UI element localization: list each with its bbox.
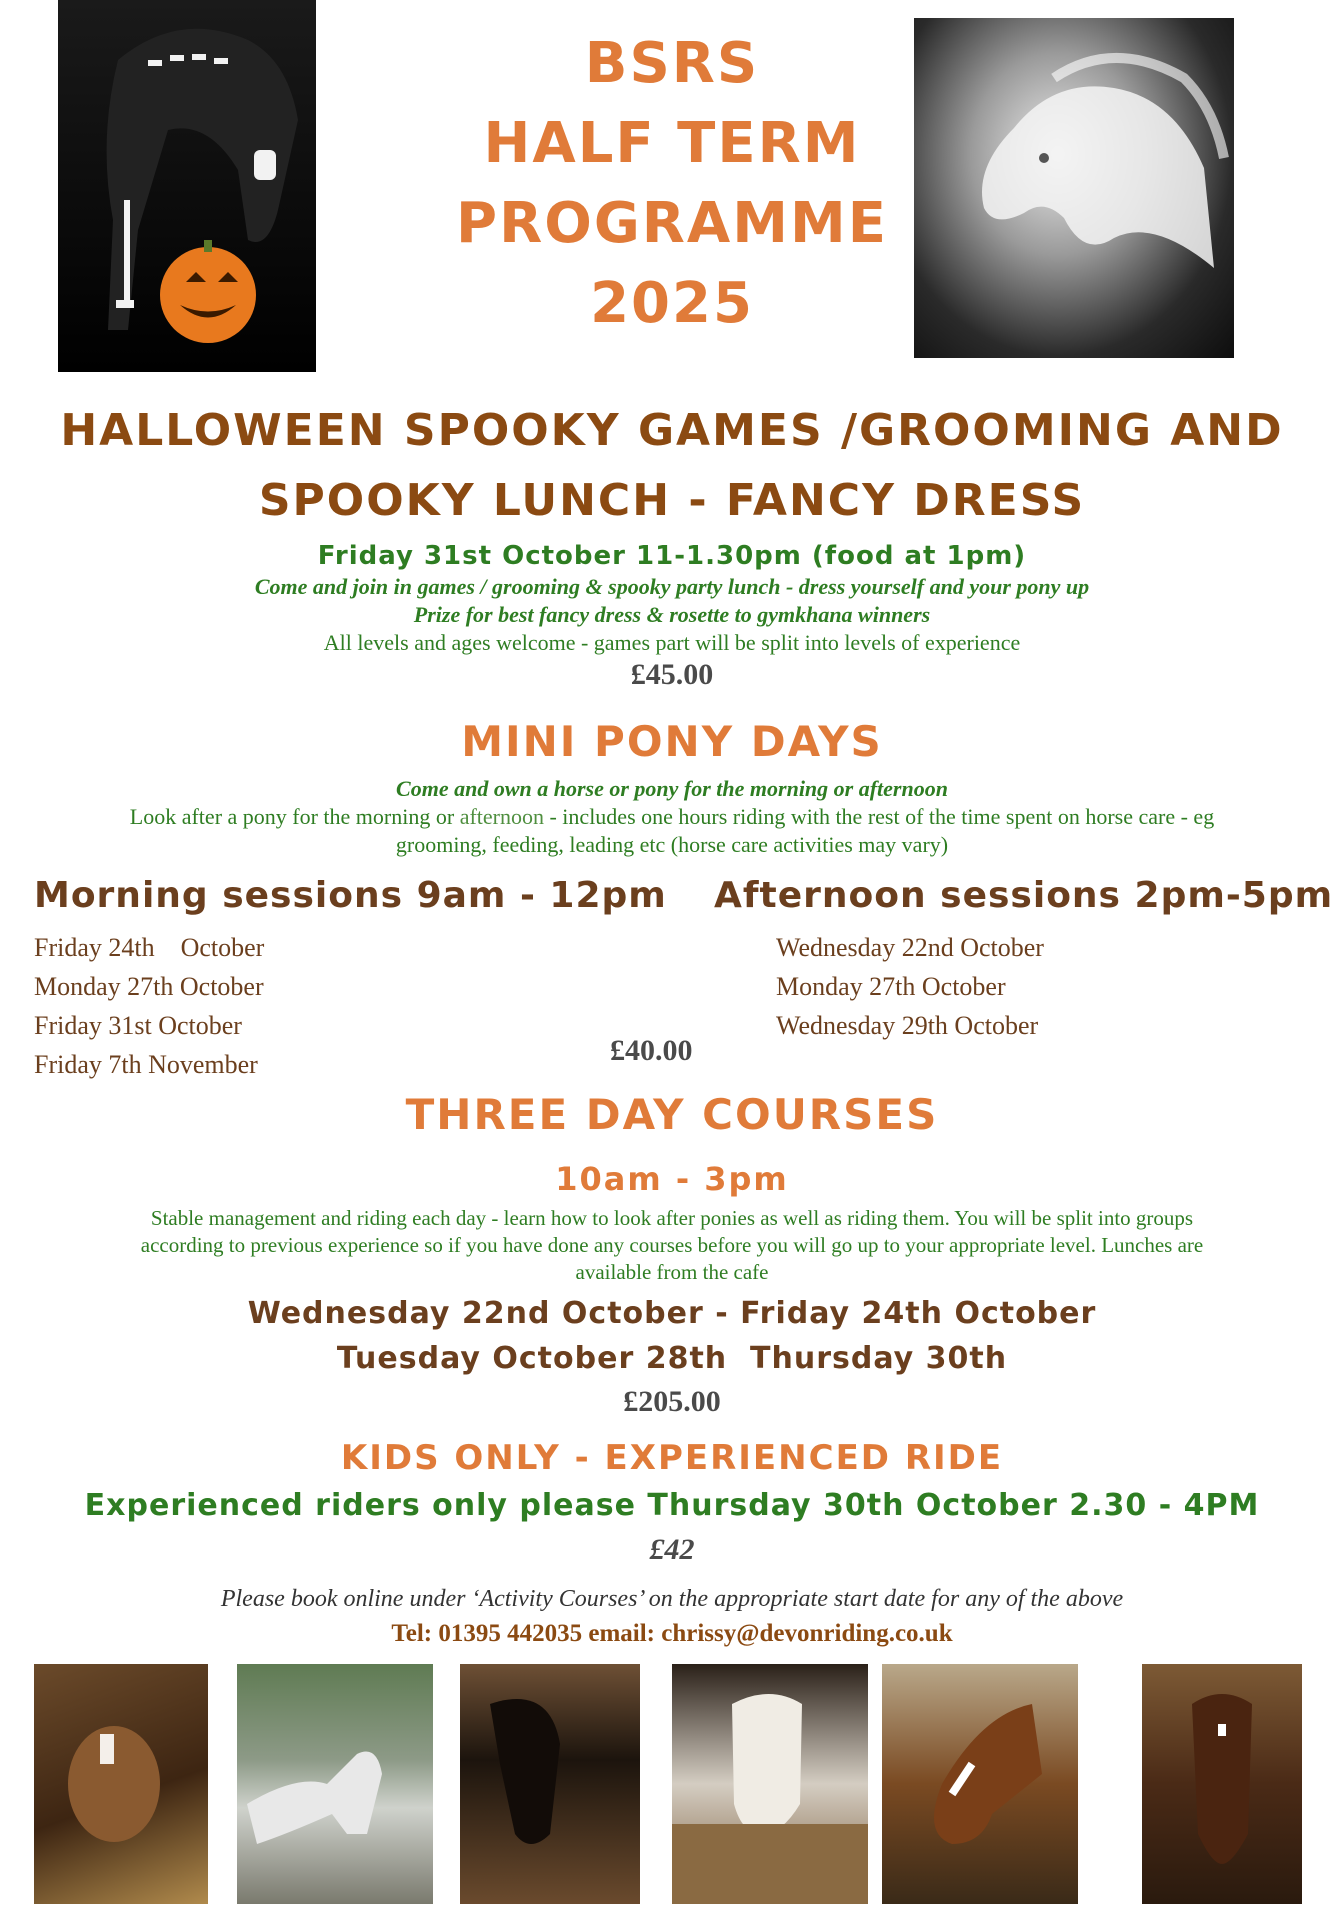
bay-horse-illustration [1142,1664,1302,1904]
mini-pony-description-line-2: grooming, feeding, leading etc (horse care activities may vary) [395,832,949,857]
three-day-time: 10am - 3pm [555,1160,789,1198]
three-day-price: £205.00 [623,1385,721,1418]
black-horse-photo [460,1664,640,1904]
kids-ride-price: £42 [649,1533,695,1566]
kids-ride-detail: Experienced riders only please Thursday 30th October 2.30 - 4PM [84,1488,1260,1523]
three-day-dates-1: Wednesday 22nd October - Friday 24th October [247,1296,1097,1331]
black-horse-illustration [460,1664,640,1904]
grey-horse-photo [237,1664,433,1904]
mini-pony-price: £40.00 [610,1034,693,1067]
booking-text-a: Please book online under [220,1586,472,1612]
afternoon-date: Wednesday 22nd October [776,933,1044,962]
white-horse-stable-photo [672,1664,868,1904]
afternoon-date: Wednesday 29th October [776,1011,1039,1040]
halloween-date: Friday 31st October 11-1.30pm (food at 1pm) [317,541,1027,571]
mini-pony-heading: MINI PONY DAYS [461,717,883,766]
halloween-levels: All levels and ages welcome - games part will be split into levels of experience [323,630,1021,655]
booking-text-c: on the appropriate start date for any of the above [642,1586,1124,1612]
foal-photo [34,1664,208,1904]
programme-title [0,24,1344,344]
mini-pony-desc-afternoon: afternoon [459,804,544,829]
mini-pony-tagline: Come and own a horse or pony for the morning or afternoon [396,776,948,801]
mini-pony-desc-part-c: - includes one hours riding with the rest of the time spent on horse care - eg [543,804,1215,829]
halloween-heading-line-2: SPOOKY LUNCH - FANCY DRESS [258,475,1086,526]
halloween-heading-line-1: HALLOWEEN SPOOKY GAMES /GROOMING AND [60,405,1284,456]
three-day-dates-2: Tuesday October 28th Thursday 30th [336,1341,1008,1376]
mini-pony-desc-part-a: Look after a pony for the morning or [129,804,460,829]
three-day-desc-line: available from the cafe [575,1260,769,1284]
contact-details: Tel: 01395 442035 email: chrissy@devonriding.co.uk [391,1620,953,1647]
morning-sessions-heading: Morning sessions 9am - 12pm [34,875,667,916]
three-day-description [0,1205,1344,1286]
white-horse-illustration [672,1664,868,1904]
title-line-3: PROGRAMME [456,191,888,256]
kids-ride-heading: KIDS ONLY - EXPERIENCED RIDE [340,1438,1004,1478]
afternoon-dates-list [776,928,1044,1045]
bay-horse-photo [1142,1664,1302,1904]
morning-date: Friday 24th October [34,933,265,962]
grey-horse-illustration [237,1664,433,1904]
booking-instructions [0,1586,1344,1613]
title-line-1: BSRS [584,31,760,96]
three-day-desc-line: Stable management and riding each day - learn how to look after ponies as well as riding them. You will be split into groups [150,1206,1194,1230]
morning-date: Monday 27th October [34,972,264,1001]
afternoon-sessions-heading: Afternoon sessions 2pm-5pm [714,875,1334,916]
title-line-2: HALF TERM [483,111,861,176]
halloween-price: £45.00 [630,658,714,691]
three-day-desc-line: according to previous experience so if you have done any courses before you will go up to your appropriate level. Lunches are [140,1233,1204,1257]
chestnut-horse-illustration [882,1664,1078,1904]
halloween-description: Come and join in games / grooming & spooky party lunch - dress yourself and your pony up [254,574,1090,599]
afternoon-date: Monday 27th October [776,972,1006,1001]
halloween-prize: Prize for best fancy dress & rosette to gymkhana winners [413,602,931,627]
three-day-heading: THREE DAY COURSES [405,1090,939,1139]
booking-activity-courses: ‘Activity Courses’ [471,1586,643,1612]
morning-date: Friday 7th November [34,1050,258,1079]
title-line-4: 2025 [590,271,754,336]
morning-dates-list [34,928,264,1084]
morning-date: Friday 31st October [34,1011,242,1040]
foal-illustration [34,1664,208,1904]
chestnut-horse-stable-photo [882,1664,1078,1904]
mini-pony-description [0,804,1344,830]
